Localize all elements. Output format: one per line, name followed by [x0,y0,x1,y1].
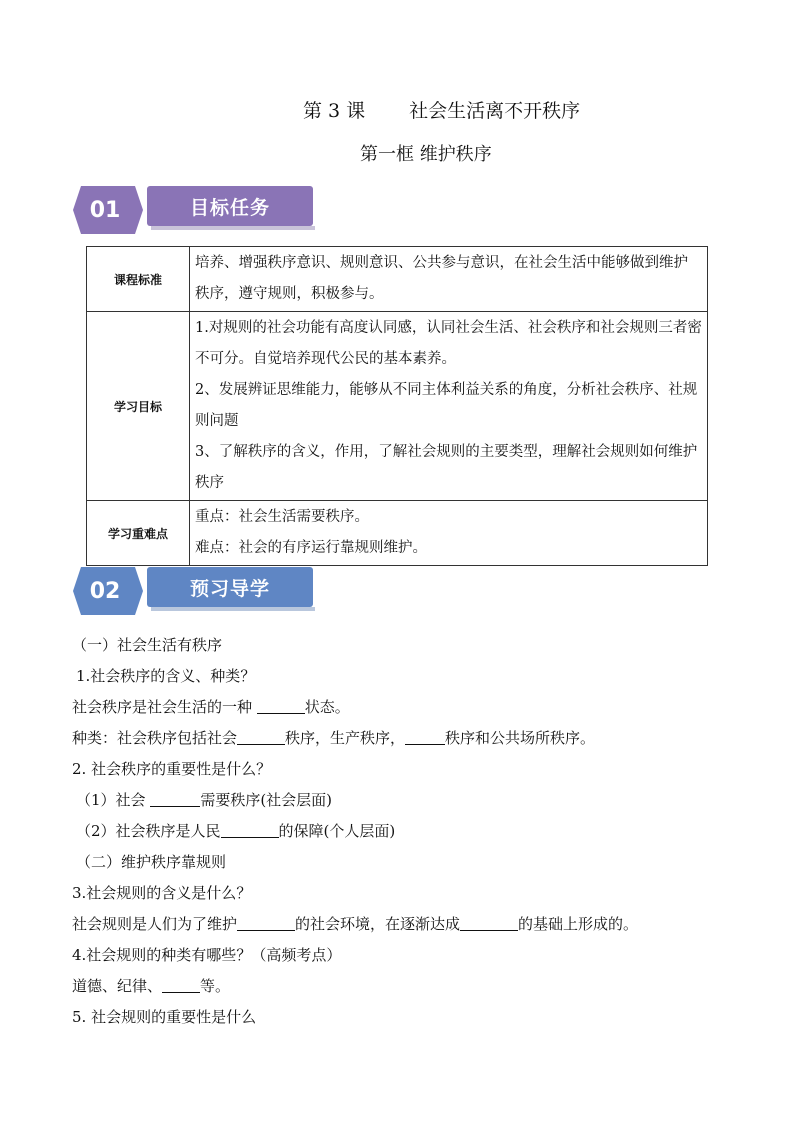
preview-line [72,785,732,816]
row-header: 学习重难点 [87,501,190,566]
line-text: 道德、纪律、 [72,977,163,995]
fill-blank[interactable] [405,726,445,745]
line-text: 2. 社会秩序的重要性是什么？ [72,760,272,778]
preview-line [72,1002,732,1033]
preview-line [72,971,732,1002]
objectives-table [86,246,708,566]
preview-line [72,630,732,661]
row-content [190,501,708,566]
content-line: 难点：社会的有序运行靠规则维护。 [195,540,427,556]
line-text: 社会秩序是社会生活的一种 [72,698,257,716]
content-line: 1.对规则的社会功能有高度认同感，认同社会生活、社会秩序和社会规则三者密不可分。自觉培养现代公民的基本素养。 [195,320,702,367]
content-line: 3、了解秩序的含义，作用，了解社会规则的主要类型，理解社会规则如何维护秩序 [195,444,698,491]
line-text: 的社会环境，在逐渐达成 [295,915,461,933]
preview-line [72,909,732,940]
preview-line [72,878,732,909]
section-badge-objectives [73,186,323,234]
section-number: 01 [89,197,121,223]
line-text: 需要秩序(社会层面) [200,791,333,809]
line-text: 秩序和公共场所秩序。 [445,729,596,747]
section-badge-preview [73,567,323,615]
preview-line [72,661,732,692]
line-text: 社会规则是人们为了维护 [72,915,238,933]
preview-line [72,940,732,971]
fill-blank[interactable] [237,912,295,931]
table-row [87,247,708,312]
preview-line [72,754,732,785]
lesson-title [303,96,580,123]
lesson-subtitle: 第一框 维护秩序 [360,144,492,165]
fill-blank[interactable] [257,695,305,714]
line-text: 1.社会秩序的含义、种类？ [76,667,256,685]
section-number: 02 [89,578,121,604]
preview-line [72,723,732,754]
line-text: （2）社会秩序是人民 [76,822,221,840]
line-text: 3.社会规则的含义是什么？ [72,884,252,902]
line-text: （一）社会生活有秩序 [72,636,223,654]
section-label: 目标任务 [189,196,270,219]
content-line: 培养、增强秩序意识、规则意识、公共参与意识，在社会生活中能够做到维护秩序，遵守规则，积极参与。 [195,255,688,302]
fill-blank[interactable] [237,726,285,745]
fill-blank[interactable] [221,819,279,838]
content-line: 2、发展辨证思维能力，能够从不同主体利益关系的角度，分析社会秩序、社规则问题 [195,382,698,429]
fill-blank[interactable] [150,788,200,807]
line-text: 5. 社会规则的重要性是什么 [72,1008,257,1026]
preview-line [72,847,732,878]
section-label: 预习导学 [189,577,270,600]
line-text: 的基础上形成的。 [518,915,639,933]
line-text: 种类：社会秩序包括社会 [72,729,238,747]
line-text: （二）维护秩序靠规则 [76,853,227,871]
preview-line [72,692,732,723]
table-row [87,312,708,501]
fill-blank[interactable] [162,974,200,993]
line-text: 秩序，生产秩序， [285,729,406,747]
lesson-name: 社会生活离不开秩序 [409,100,581,122]
fill-blank[interactable] [460,912,518,931]
lesson-number: 第 3 课 [303,100,366,122]
line-text: 的保障(个人层面) [278,822,396,840]
row-header: 课程标准 [87,247,190,312]
preview-line [72,816,732,847]
line-text: 等。 [200,977,231,995]
content-line: 重点：社会生活需要秩序。 [195,509,369,525]
preview-guide [72,630,732,1033]
row-header: 学习目标 [87,312,190,501]
line-text: （1）社会 [76,791,151,809]
row-content [190,247,708,312]
table-row [87,501,708,566]
row-content [190,312,708,501]
line-text: 4.社会规则的种类有哪些？（高频考点） [72,946,342,964]
line-text: 状态。 [304,698,350,716]
